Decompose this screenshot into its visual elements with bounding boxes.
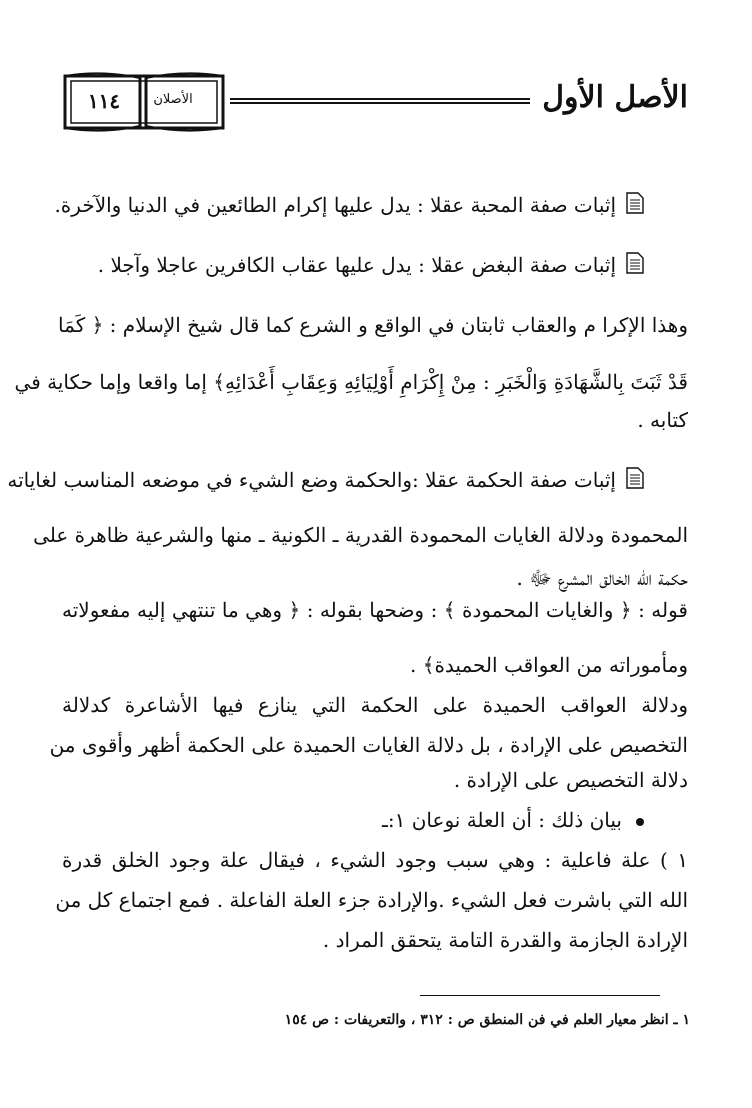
bullet-icon: [636, 818, 644, 826]
book-label: الأصلان: [153, 92, 193, 107]
paragraph-line: المحمودة ودلالة الغايات المحمودة القدرية ـ الكونية ـ منها والشرعية ظاهرة على: [33, 523, 688, 547]
paragraph-line: التخصيص على الإرادة ، بل دلالة الغايات الحميدة على الحكمة أظهر وأقوى من: [49, 733, 688, 757]
paragraph-line: الإرادة الجازمة والقدرة التامة يتحقق المراد .: [322, 928, 688, 952]
bullet-line: بيان ذلك : أن العلة نوعان ١:ـ: [62, 805, 688, 835]
paragraph-line: قَدْ ثَبَتَ بِالشَّهَادَةِ وَالْخَبَرِ : مِنْ إِكْرَامِ أَوْلِيَائِهِ وَعِقَابِ أَعْدَائِهِ﴾ إما واقعا وإما حكاية في: [14, 370, 688, 394]
paragraph-line: إثبات صفة الحكمة عقلا :والحكمة وضع الشيء في موضعه المناسب لغاياته: [62, 465, 688, 497]
footnote-divider: [420, 995, 660, 996]
document-icon: [626, 467, 644, 497]
document-icon: [626, 192, 644, 222]
page-number: ١١٤: [87, 89, 121, 113]
document-icon: [626, 252, 644, 282]
footnote: ١ ـ انظر معيار العلم في فن المنطق ص : ٣١٢ ، والتعريفات : ص ١٥٤: [284, 1012, 690, 1028]
paragraph-line: الله التي باشرت فعل الشيء .والإرادة جزء العلة الفاعلة . فمع اجتماع كل من: [55, 888, 688, 912]
paragraph-line: إثبات صفة البغض عقلا : يدل عليها عقاب الكافرين عاجلا وآجلا .: [62, 250, 688, 282]
paragraph-line: ومأموراته من العواقب الحميدة﴾ .: [410, 653, 688, 677]
paragraph-line: كتابه .: [637, 408, 688, 432]
chapter-title: الأصل الأول: [542, 80, 688, 115]
paragraph-line: حكمة الله الخالق المشرع ﷻ .: [516, 566, 688, 590]
header-rule: [230, 98, 530, 108]
open-book-frame-icon: [62, 70, 226, 132]
paragraph-line: إثبات صفة المحبة عقلا : يدل عليها إكرام الطائعين في الدنيا والآخرة.: [62, 190, 688, 222]
page-header: [62, 70, 688, 132]
paragraph-line: دلالة التخصيص على الإرادة .: [453, 768, 688, 792]
paragraph-line: ودلالة العواقب الحميدة على الحكمة التي ينازع فيها الأشاعرة كدلالة: [62, 693, 688, 717]
paragraph-line: وهذا الإكرا م والعقاب ثابتان في الواقع و الشرع كما قال شيخ الإسلام : ﴿ كَمَا: [58, 313, 688, 337]
paragraph-line: ١ ) علة فاعلية : وهي سبب وجود الشيء ، فيقال علة وجود الخلق قدرة: [62, 848, 688, 872]
paragraph-line: قوله : ﴿ والغايات المحمودة ﴾ : وضحها بقوله : ﴿ وهي ما تنتهي إليه مفعولاته: [62, 598, 688, 622]
